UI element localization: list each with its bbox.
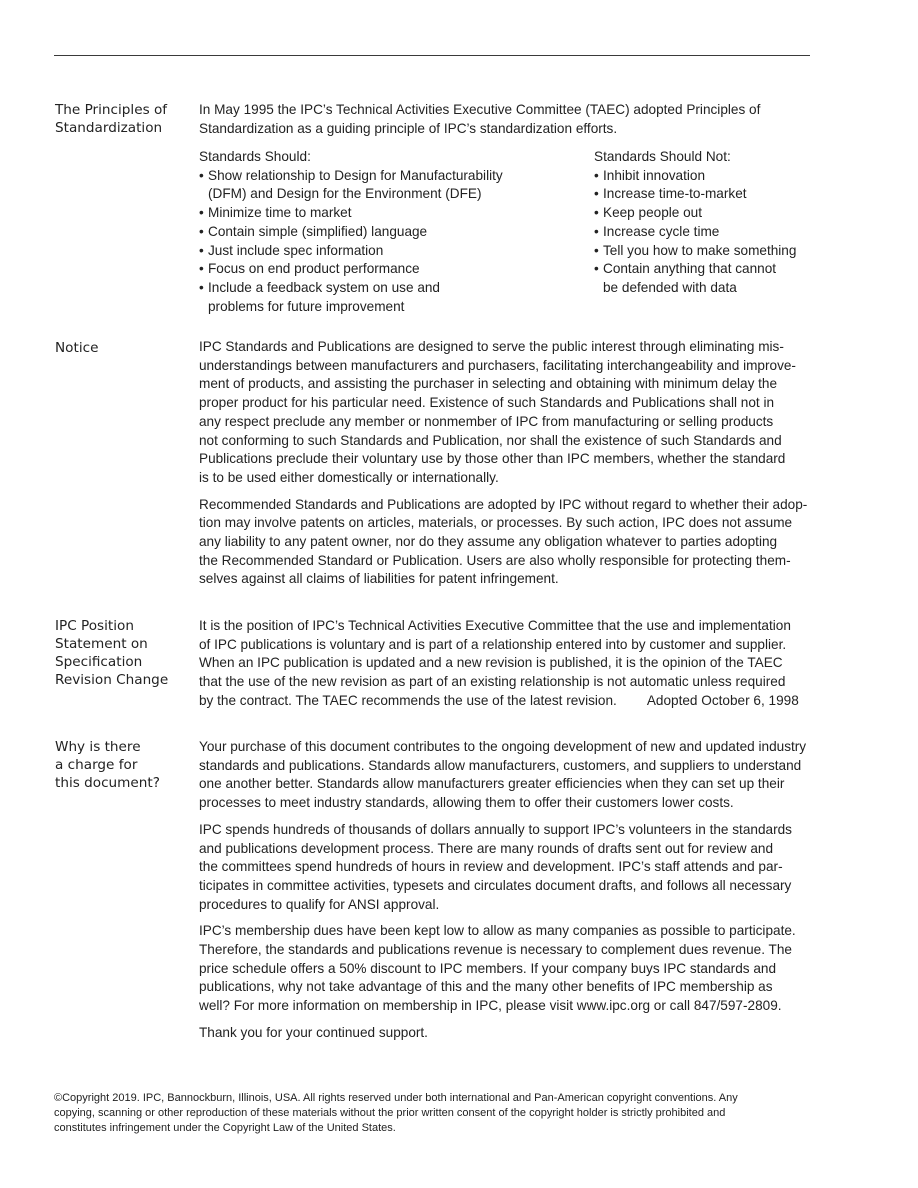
text-line: standards and publications. Standards allow manufacturers, customers, and suppliers to understand	[199, 757, 802, 773]
heading-line: Specification	[55, 654, 143, 670]
text-line: Standardization as a guiding principle of IPC’s standardization efforts.	[199, 120, 618, 136]
list-item: • Keep people out	[594, 205, 703, 221]
list-item: • Focus on end product performance	[199, 261, 420, 277]
notice-body	[199, 338, 807, 589]
should-not-list	[594, 148, 796, 298]
text-line: the Recommended Standard or Publication. Users are also wholly responsible for protecting them-	[199, 552, 791, 568]
principles-heading	[55, 101, 190, 137]
list-item: • Contain anything that cannot	[594, 261, 777, 277]
notice-heading	[55, 339, 190, 357]
text-line: of IPC publications is voluntary and is part of a relationship entered into by customer and supplier.	[199, 636, 787, 652]
should-list	[199, 148, 503, 316]
top-rule	[54, 55, 810, 56]
text-line: understandings between manufacturers and purchasers, facilitating interchangeability and improve-	[199, 357, 796, 373]
list-item-continuation: (DFM) and Design for the Environment (DFE)	[208, 186, 482, 202]
charge-body	[199, 738, 806, 1043]
principles-columns	[199, 148, 839, 318]
adopted-date: Adopted October 6, 1998	[646, 692, 799, 708]
heading-line: Standardization	[55, 120, 163, 136]
text-line: any respect preclude any member or nonmember of IPC from manufacturing or selling products	[199, 413, 774, 429]
text-line: processes to meet industry standards, allowing them to offer their customers lower costs.	[199, 795, 734, 811]
text-line: tion may involve patents on articles, materials, or processes. By such action, IPC does not assume	[199, 515, 793, 531]
heading-line: a charge for	[55, 757, 138, 773]
copyright-line: ©Copyright 2019. IPC, Bannockburn, Illinois, USA. All rights reserved under both international and Pan-American copyright conventions. Any	[54, 1092, 738, 1104]
heading-line: Why is there	[55, 739, 141, 755]
list-item: • Just include spec information	[199, 242, 384, 258]
text-line: In May 1995 the IPC’s Technical Activities Executive Committee (TAEC) adopted Principles of	[199, 102, 761, 117]
text-line: When an IPC publication is updated and a new revision is published, it is the opinion of the TAEC	[199, 655, 783, 671]
text-line: selves against all claims of liabilities for patent infringement.	[199, 571, 559, 587]
text-line: well? For more information on membership in IPC, please visit www.ipc.org or call 847/597-2809.	[199, 998, 782, 1014]
list-item: • Minimize time to market	[199, 205, 352, 221]
list-item: • Increase cycle time	[594, 223, 720, 239]
text-line: proper product for his particular need. Existence of such Standards and Publications shall not in	[199, 395, 775, 411]
text-line: and publications development process. There are many rounds of drafts sent out for review and	[199, 840, 774, 856]
text-line: Therefore, the standards and publications revenue is necessary to complement dues revenue. The	[199, 942, 792, 958]
list-item-continuation: problems for future improvement	[208, 298, 405, 314]
copyright-notice	[54, 1091, 834, 1136]
text-line: IPC spends hundreds of thousands of dollars annually to support IPC’s volunteers in the standards	[199, 821, 792, 837]
text-line: not conforming to such Standards and Publication, nor shall the existence of such Standards and	[199, 432, 782, 448]
position-body	[199, 617, 799, 711]
text-line: any liability to any patent owner, nor do they assume any obligation whatever to parties adopting	[199, 534, 778, 550]
heading-line: IPC Position	[55, 618, 134, 634]
heading-line: Statement on	[55, 636, 148, 652]
list-item: • Contain simple (simplified) language	[199, 223, 428, 239]
heading-line: Revision Change	[55, 672, 169, 688]
text-line: publications, why not take advantage of this and the many other benefits of IPC membership as	[199, 979, 773, 995]
list-item: • Tell you how to make something	[594, 242, 797, 258]
list-item: • Include a feedback system on use and	[199, 279, 440, 295]
position-heading	[55, 617, 190, 689]
principles-intro	[199, 101, 760, 138]
text-line: procedures to qualify for ANSI approval.	[199, 896, 440, 912]
heading-line: The Principles of	[55, 102, 168, 118]
text-line: It is the position of IPC’s Technical Activities Executive Committee that the use and implementation	[199, 618, 791, 633]
text-line: the committees spend hundreds of hours in review and development. IPC’s staff attends and par-	[199, 859, 783, 875]
list-item-continuation: be defended with data	[603, 279, 737, 295]
list-item: • Show relationship to Design for Manufacturability	[199, 167, 503, 183]
text-line: ment of products, and assisting the purchaser in selecting and obtaining with minimum delay the	[199, 376, 778, 392]
text-line: one another better. Standards allow manufacturers greater efficiencies when they can set up their	[199, 776, 785, 792]
text-line: by the contract. The TAEC recommends the use of the latest revision. Adopted October 6, 1998	[199, 692, 799, 708]
text-line: IPC’s membership dues have been kept low to allow as many companies as possible to participate.	[199, 923, 796, 939]
text-line: that the use of the new revision as part of an existing relationship is not automatic unless required	[199, 674, 786, 690]
text-line: price schedule offers a 50% discount to IPC members. If your company buys IPC standards and	[199, 960, 777, 976]
charge-heading	[55, 738, 190, 792]
text-line: Your purchase of this document contributes to the ongoing development of new and updated industry	[199, 739, 807, 754]
text-line: Recommended Standards and Publications are adopted by IPC without regard to whether their adop-	[199, 496, 808, 512]
should-heading: Standards Should:	[199, 149, 311, 164]
text-line: Publications preclude their voluntary use by those other than IPC members, whether the standard	[199, 451, 786, 467]
list-item: • Inhibit innovation	[594, 167, 706, 183]
text-line: Thank you for your continued support.	[199, 1024, 428, 1040]
heading-line: this document?	[55, 775, 160, 791]
text-line: ticipates in committee activities, typesets and circulates document drafts, and follows all necessary	[199, 877, 792, 893]
copyright-line: copying, scanning or other reproduction of these materials without the prior written consent of the copyright holder is strictly prohibited and	[54, 1107, 726, 1119]
heading-line: Notice	[55, 340, 99, 356]
copyright-line: constitutes infringement under the Copyright Law of the United States.	[54, 1122, 396, 1134]
should-not-heading: Standards Should Not:	[594, 149, 731, 164]
list-item: • Increase time-to-market	[594, 186, 747, 202]
text-line: is to be used either domestically or internationally.	[199, 469, 499, 485]
text-line: IPC Standards and Publications are designed to serve the public interest through eliminating mis-	[199, 339, 784, 354]
